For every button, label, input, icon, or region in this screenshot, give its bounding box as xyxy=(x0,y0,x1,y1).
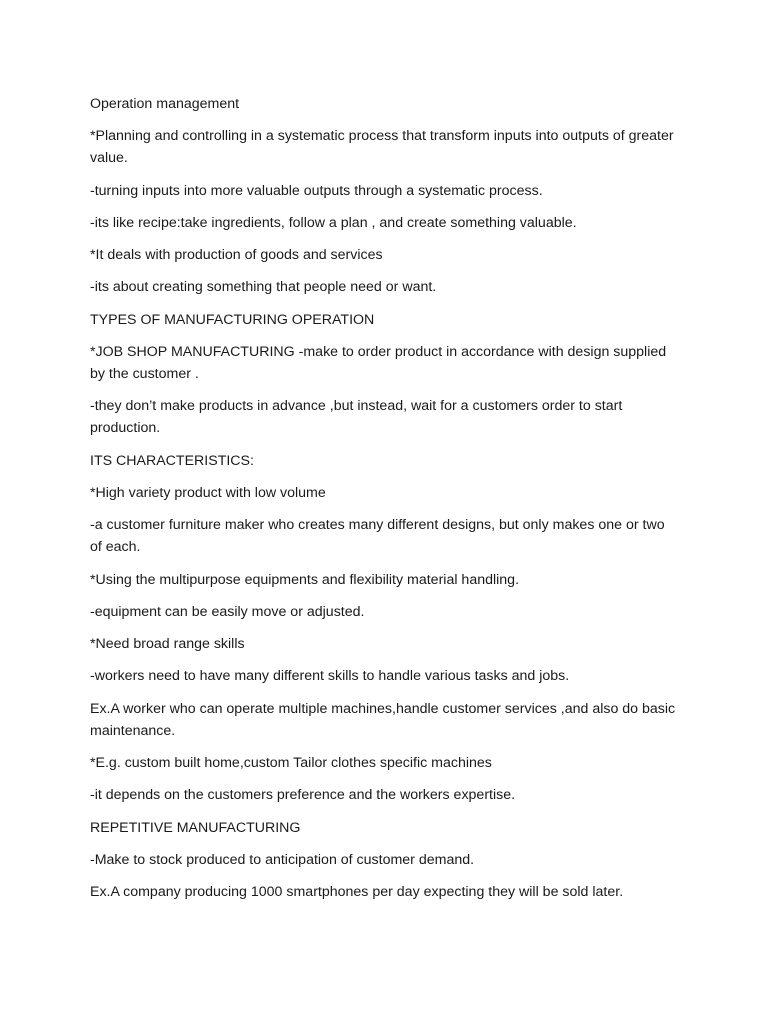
paragraph: Ex.A worker who can operate multiple machines,handle customer services ,and also do basic maintenance. xyxy=(90,700,676,739)
paragraph: -a customer furniture maker who creates many different designs, but only makes one or two of each. xyxy=(90,517,665,556)
section-heading: REPETITIVE MANUFACTURING xyxy=(90,819,301,836)
paragraph: -workers need to have many different skills to handle various tasks and jobs. xyxy=(90,668,570,685)
paragraph: *Need broad range skills xyxy=(90,636,245,653)
paragraph: Ex.A company producing 1000 smartphones per day expecting they will be sold later. xyxy=(90,884,624,901)
paragraph: *Planning and controlling in a systematic process that transform inputs into outputs of greater value. xyxy=(90,128,674,167)
document-title: Operation management xyxy=(90,96,240,112)
paragraph: *E.g. custom built home,custom Tailor clothes specific machines xyxy=(90,755,492,772)
document-body xyxy=(90,93,680,914)
paragraph: -they don’t make products in advance ,but instead, wait for a customers order to start production. xyxy=(90,398,623,437)
paragraph: -equipment can be easily move or adjusted. xyxy=(90,603,365,620)
paragraph: -turning inputs into more valuable outputs through a systematic process. xyxy=(90,182,543,199)
paragraph: *Using the multipurpose equipments and flexibility material handling. xyxy=(90,571,520,588)
paragraph: *It deals with production of goods and services xyxy=(90,247,383,264)
paragraph: -it depends on the customers preference and the workers expertise. xyxy=(90,787,516,804)
paragraph: -Make to stock produced to anticipation of customer demand. xyxy=(90,851,475,868)
paragraph: -its about creating something that people need or want. xyxy=(90,279,437,296)
paragraph: *High variety product with low volume xyxy=(90,484,326,501)
section-heading: ITS CHARACTERISTICS: xyxy=(90,452,254,469)
section-heading: TYPES OF MANUFACTURING OPERATION xyxy=(90,311,375,328)
paragraph: *JOB SHOP MANUFACTURING -make to order product in accordance with design supplied by the customer . xyxy=(90,344,667,383)
paragraph: -its like recipe:take ingredients, follow a plan , and create something valuable. xyxy=(90,214,577,231)
